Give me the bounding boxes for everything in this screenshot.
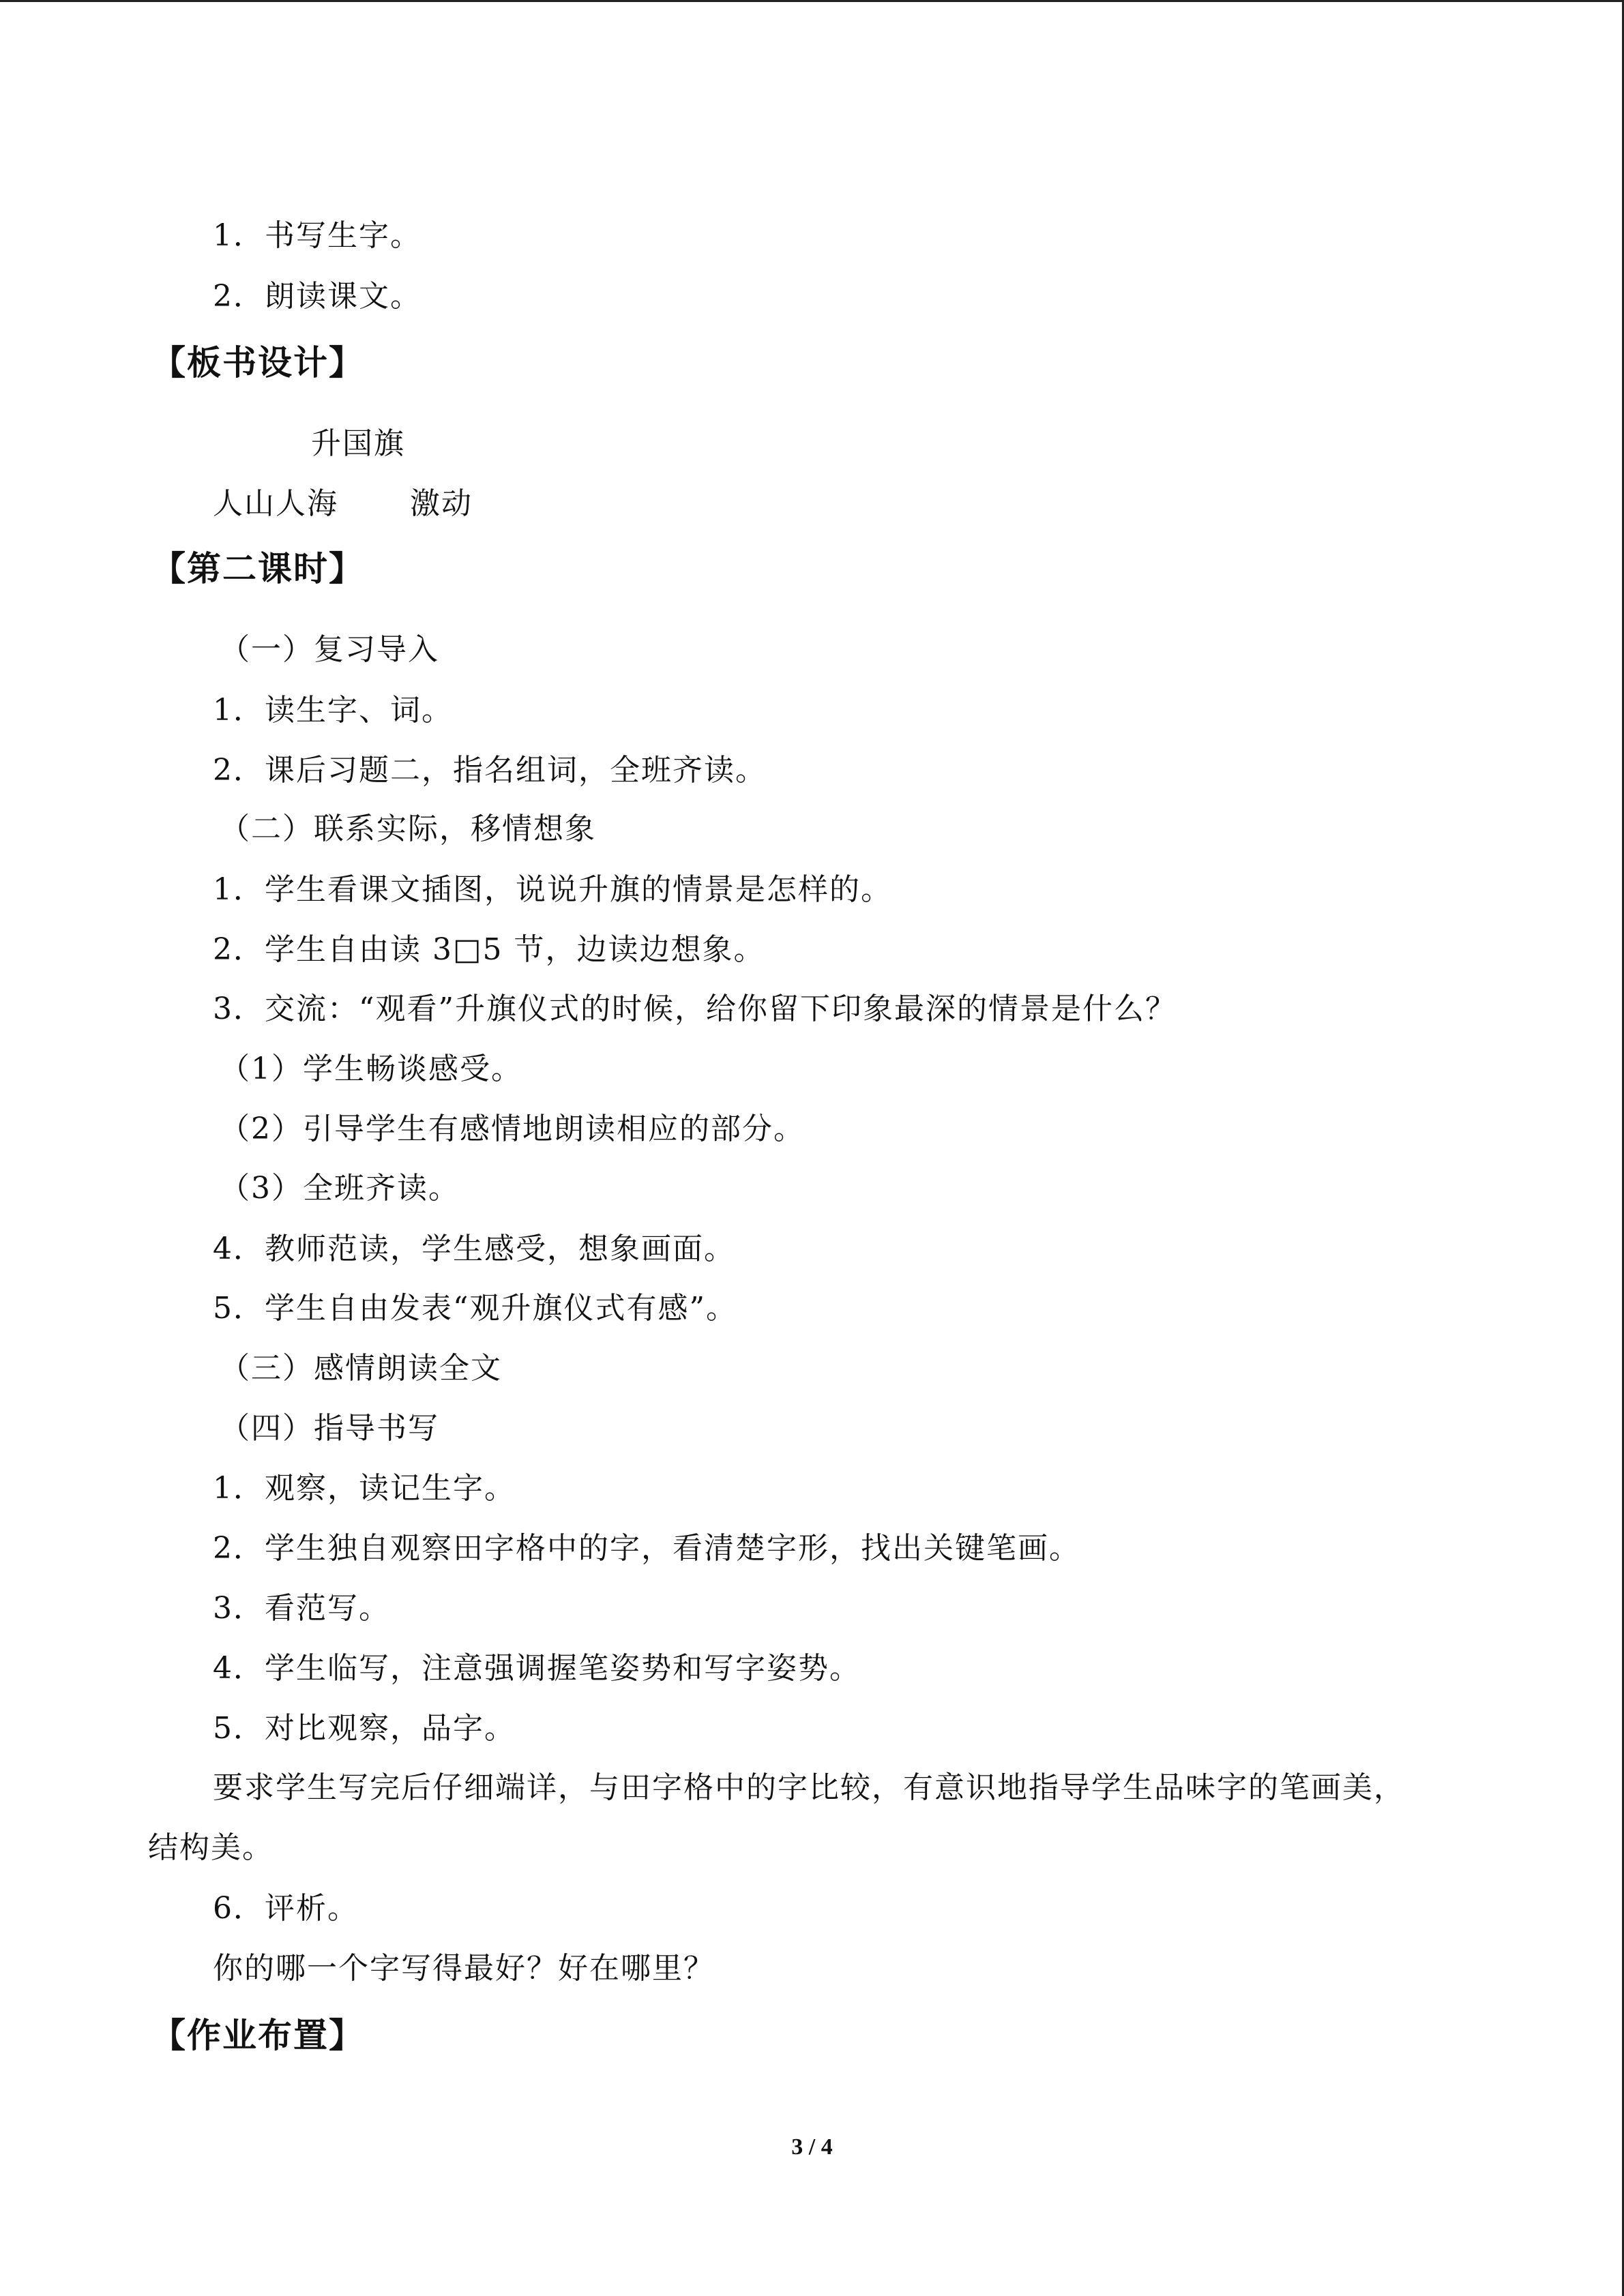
text-line: 2．学生独自观察田字格中的字，看清楚字形，找出关键笔画。 (213, 1531, 1080, 1566)
text-line: （三）感情朗读全文 (220, 1351, 502, 1386)
text-line: （3）全班齐读。 (220, 1171, 460, 1206)
text-line: 4．教师范读，学生感受，想象画面。 (213, 1232, 735, 1266)
text-line: 1．书写生字。 (213, 218, 422, 253)
paragraph-line: 要求学生写完后仔细端详，与田字格中的字比较，有意识地指导学生品味字的笔画美， (213, 1770, 1405, 1805)
text-line: 1．学生看课文插图，说说升旗的情景是怎样的。 (213, 872, 892, 907)
section-heading-homework: 【作业布置】 (151, 2016, 364, 2055)
text-line: 2．朗读课文。 (213, 279, 422, 314)
section-heading-board-design: 【板书设计】 (151, 343, 364, 383)
text-line: 3．看范写。 (213, 1591, 390, 1626)
text-line: 3．交流：“观看”升旗仪式的时候，给你留下印象最深的情景是什么？ (213, 992, 1177, 1026)
text-line: （一）复习导入 (220, 632, 439, 667)
text-line: （二）联系实际，移情想象 (220, 811, 596, 846)
paragraph-line: 结构美。 (148, 1830, 274, 1865)
section-heading-second-lesson: 【第二课时】 (151, 549, 364, 588)
board-word-left: 人山人海 (213, 486, 338, 521)
board-title: 升国旗 (311, 426, 405, 461)
text-line: 2．课后习题二，指名组词，全班齐读。 (213, 753, 767, 788)
text-line: （1）学生畅谈感受。 (220, 1052, 522, 1086)
text-line: 5．学生自由发表“观升旗仪式有感”。 (213, 1291, 737, 1326)
text-line: 1．观察，读记生字。 (213, 1471, 516, 1506)
text-line: 4．学生临写，注意强调握笔姿势和写字姿势。 (213, 1651, 861, 1686)
text-line: 你的哪一个字写得最好？好在哪里？ (213, 1951, 715, 1986)
text-line: （四）指导书写 (220, 1411, 439, 1446)
board-word-right: 激动 (410, 486, 473, 521)
text-line: 5．对比观察，品字。 (213, 1711, 516, 1746)
text-line: （2）引导学生有感情地朗读相应的部分。 (220, 1112, 805, 1146)
text-line: 2．学生自由读 3□5 节，边读边想象。 (213, 932, 765, 967)
text-line: 1．读生字、词。 (213, 693, 453, 728)
page-number: 3 / 4 (791, 2134, 833, 2160)
text-line: 6．评析。 (213, 1891, 359, 1926)
